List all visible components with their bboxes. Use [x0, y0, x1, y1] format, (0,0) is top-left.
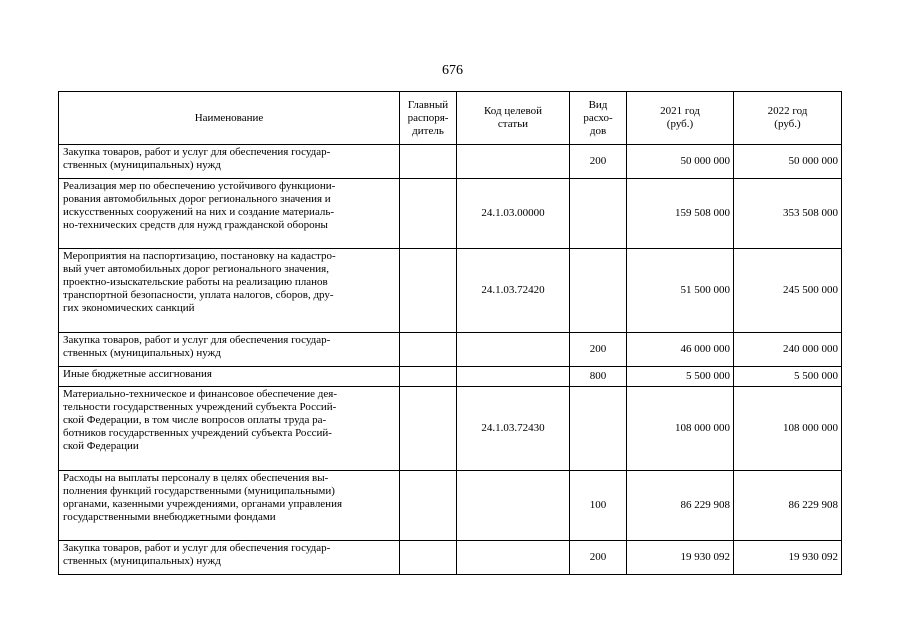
row-name-line: ской Федерации	[63, 440, 139, 452]
table-row	[59, 145, 842, 179]
row-name-line: органами, казенными учреждениями, органами управления	[63, 498, 343, 510]
row-admin	[400, 367, 457, 387]
header-admin: Главный распоря- дитель	[400, 92, 457, 145]
row-2021: 50 000 000	[627, 145, 734, 179]
row-code	[457, 471, 570, 541]
header-type: Вид расхо- дов	[570, 92, 627, 145]
row-name-line: Закупка товаров, работ и услуг для обеспечения государ-	[63, 146, 331, 158]
table-row	[59, 387, 842, 471]
row-type: 200	[570, 333, 627, 367]
row-admin	[400, 249, 457, 333]
row-name-line: но-технических средств для нужд гражданской обороны	[63, 219, 328, 231]
row-2022: 353 508 000	[734, 179, 842, 249]
row-2021: 46 000 000	[627, 333, 734, 367]
row-type: 800	[570, 367, 627, 387]
row-name-line: государственными внебюджетными фондами	[63, 511, 276, 523]
row-name-line: Реализация мер по обеспечению устойчивого функциони-	[63, 180, 336, 192]
row-name	[59, 333, 400, 367]
page-number: 676	[442, 63, 463, 78]
table-row	[59, 179, 842, 249]
row-name	[59, 471, 400, 541]
row-2022: 245 500 000	[734, 249, 842, 333]
row-code: 24.1.03.00000	[457, 179, 570, 249]
row-type	[570, 387, 627, 471]
row-name-line: ственных (муниципальных) нужд	[63, 347, 221, 359]
row-name-line: искусственных сооружений на них и создание материаль-	[63, 206, 335, 218]
row-2022: 108 000 000	[734, 387, 842, 471]
row-name-line: вый учет автомобильных дорог регионального значения,	[63, 263, 329, 275]
row-name-line: рования автомобильных дорог регионального значения и	[63, 193, 331, 205]
row-code	[457, 541, 570, 575]
row-type	[570, 179, 627, 249]
row-2022: 5 500 000	[734, 367, 842, 387]
row-code: 24.1.03.72420	[457, 249, 570, 333]
row-type: 100	[570, 471, 627, 541]
row-admin	[400, 541, 457, 575]
row-name-line: Закупка товаров, работ и услуг для обеспечения государ-	[63, 334, 331, 346]
row-code	[457, 145, 570, 179]
row-2021: 5 500 000	[627, 367, 734, 387]
row-2021: 108 000 000	[627, 387, 734, 471]
header-name: Наименование	[59, 92, 400, 145]
row-name-line: транспортной безопасности, уплата налогов, сборов, дру-	[63, 289, 334, 301]
header-code: Код целевой статьи	[457, 92, 570, 145]
row-2022: 19 930 092	[734, 541, 842, 575]
row-2022: 50 000 000	[734, 145, 842, 179]
row-admin	[400, 179, 457, 249]
row-name-line: полнения функций государственными (муниципальными)	[63, 485, 335, 497]
table-row	[59, 333, 842, 367]
header-row	[59, 92, 842, 145]
row-name	[59, 367, 400, 387]
budget-table	[58, 91, 842, 575]
row-2021: 19 930 092	[627, 541, 734, 575]
row-name-line: Расходы на выплаты персоналу в целях обеспечения вы-	[63, 472, 329, 484]
row-type	[570, 249, 627, 333]
row-admin	[400, 145, 457, 179]
table-row	[59, 541, 842, 575]
row-type: 200	[570, 541, 627, 575]
row-name-line: Материально-техническое и финансовое обеспечение дея-	[63, 388, 338, 400]
row-name-line: тельности государственных учреждений субъекта Россий-	[63, 401, 337, 413]
row-name-line: ственных (муниципальных) нужд	[63, 555, 221, 567]
row-admin	[400, 471, 457, 541]
row-name	[59, 179, 400, 249]
row-name-line: ботников государственных учреждений субъекта Россий-	[63, 427, 332, 439]
table-row	[59, 471, 842, 541]
row-name	[59, 387, 400, 471]
row-admin	[400, 333, 457, 367]
row-name	[59, 145, 400, 179]
row-2022: 240 000 000	[734, 333, 842, 367]
row-2021: 86 229 908	[627, 471, 734, 541]
row-2021: 51 500 000	[627, 249, 734, 333]
row-code: 24.1.03.72430	[457, 387, 570, 471]
row-admin	[400, 387, 457, 471]
row-code	[457, 333, 570, 367]
row-type: 200	[570, 145, 627, 179]
row-name-line: ской Федерации, в том числе вопросов оплаты труда ра-	[63, 414, 327, 426]
row-name	[59, 541, 400, 575]
row-name-line: Иные бюджетные ассигнования	[63, 368, 212, 380]
row-2022: 86 229 908	[734, 471, 842, 541]
row-2021: 159 508 000	[627, 179, 734, 249]
row-name	[59, 249, 400, 333]
row-name-line: ственных (муниципальных) нужд	[63, 159, 221, 171]
row-name-line: Мероприятия на паспортизацию, постановку на кадастро-	[63, 250, 336, 262]
header-2021: 2021 год (руб.)	[627, 92, 734, 145]
header-2022: 2022 год (руб.)	[734, 92, 842, 145]
row-code	[457, 367, 570, 387]
row-name-line: Закупка товаров, работ и услуг для обеспечения государ-	[63, 542, 331, 554]
row-name-line: гих экономических санкций	[63, 302, 195, 314]
table-row	[59, 249, 842, 333]
row-name-line: проектно-изыскательские работы на реализацию планов	[63, 276, 328, 288]
table-row	[59, 367, 842, 387]
